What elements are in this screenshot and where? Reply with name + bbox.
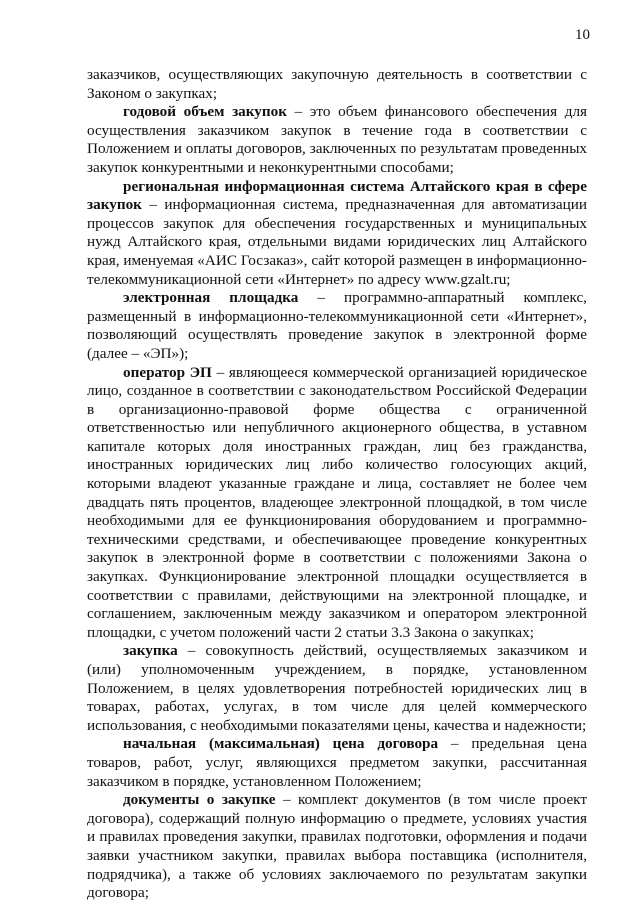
defined-term: оператор ЭП <box>123 363 212 381</box>
definition-text: – программно-аппаратный комплекс, размещенный в информационно-телекоммуникационной сети «Интернет», позволяющий осуществлять проведение закупок в электронной форме (далее – «ЭП»); <box>87 289 587 362</box>
definition-text: – информационная система, предназначенная для автоматизации процессов закупок для обеспечения государственных и муниципальных нужд Алтайского края, отдельными видами юридических лиц Алтайского края, именуемая «АИС Госзаказ», сайт которой размещен в информационно-телекоммуникационной сети «Интернет» по адресу www.gzalt.ru; <box>87 196 587 288</box>
defined-term: электронная площадка <box>123 289 299 307</box>
definition-paragraph <box>87 178 587 290</box>
definition-paragraph <box>87 289 587 363</box>
defined-term: начальная (максимальная) цена договора <box>123 735 439 753</box>
document-body <box>87 66 587 903</box>
definition-text: – являющееся коммерческой организацией юридическое лицо, созданное в соответствии с законодательством Российской Федерации в организационно-правовой форме общества с ограниченной ответственностью или непубличного акционерного общества, в уставном капитале которых доля иностранных граждан, лиц без гражданства, иностранных юридических лиц либо количество голосующих акций, которыми владеют указанные граждане и лица, составляет не более чем двадцать пять процентов, владеющее электронной площадкой, в том числе необходимыми для ее функционирования оборудованием и программно-техническими средствами, и обеспечивающее проведение конкурентных закупок в электронной форме в соответствии с положениями Закона о закупках. Функционирование электронной площадки осуществляется в соответствии с правилами, действующими на электронной площадке, и соглашением, заключенным между заказчиком и оператором электронной площадки, с учетом положений части 2 статьи 3.3 Закона о закупках; <box>87 363 587 641</box>
definition-paragraph <box>87 103 587 177</box>
defined-term: региональная информационная система Алтайского края в сфере закупок <box>87 177 587 214</box>
definition-text: – предельная цена товаров, работ, услуг, являющихся предметом закупки, рассчитанная заказчиком в порядке, установленном Положением; <box>87 735 587 790</box>
defined-term: годовой объем закупок <box>123 103 287 121</box>
defined-term: закупка <box>123 642 178 660</box>
paragraph-continuation <box>87 66 587 103</box>
definition-text: – совокупность действий, осуществляемых заказчиком и (или) уполномоченным учреждением, в порядке, установленном Положением, в целях удовлетворения потребностей юридических лиц в товарах, работах, услугах, в том числе для целей коммерческого использования, с необходимыми показателями цены, качества и надежности; <box>87 642 587 734</box>
definition-paragraph <box>87 735 587 791</box>
defined-term: документы о закупке <box>123 791 276 809</box>
definition-paragraph <box>87 642 587 735</box>
definition-paragraph <box>87 791 587 903</box>
paragraph-text: заказчиков, осуществляющих закупочную деятельность в соответствии с Законом о закупках; <box>87 66 587 102</box>
page-number: 10 <box>575 27 590 43</box>
definition-paragraph <box>87 364 587 643</box>
definition-text: – комплект документов (в том числе проект договора), содержащий полную информацию о предмете, условиях участия и правилах проведения закупки, правилах подготовки, оформления и подачи заявки участником закупки, правилах выбора поставщика (исполнителя, подрядчика), а также об условиях заключаемого по результатам закупки договора; <box>87 791 587 902</box>
definition-text: – это объем финансового обеспечения для осуществления заказчиком закупок в течение года в соответствии с Положением и оплаты договоров, заключенных по результатам проведенных закупок конкурентными и неконкурентными способами; <box>87 103 588 176</box>
